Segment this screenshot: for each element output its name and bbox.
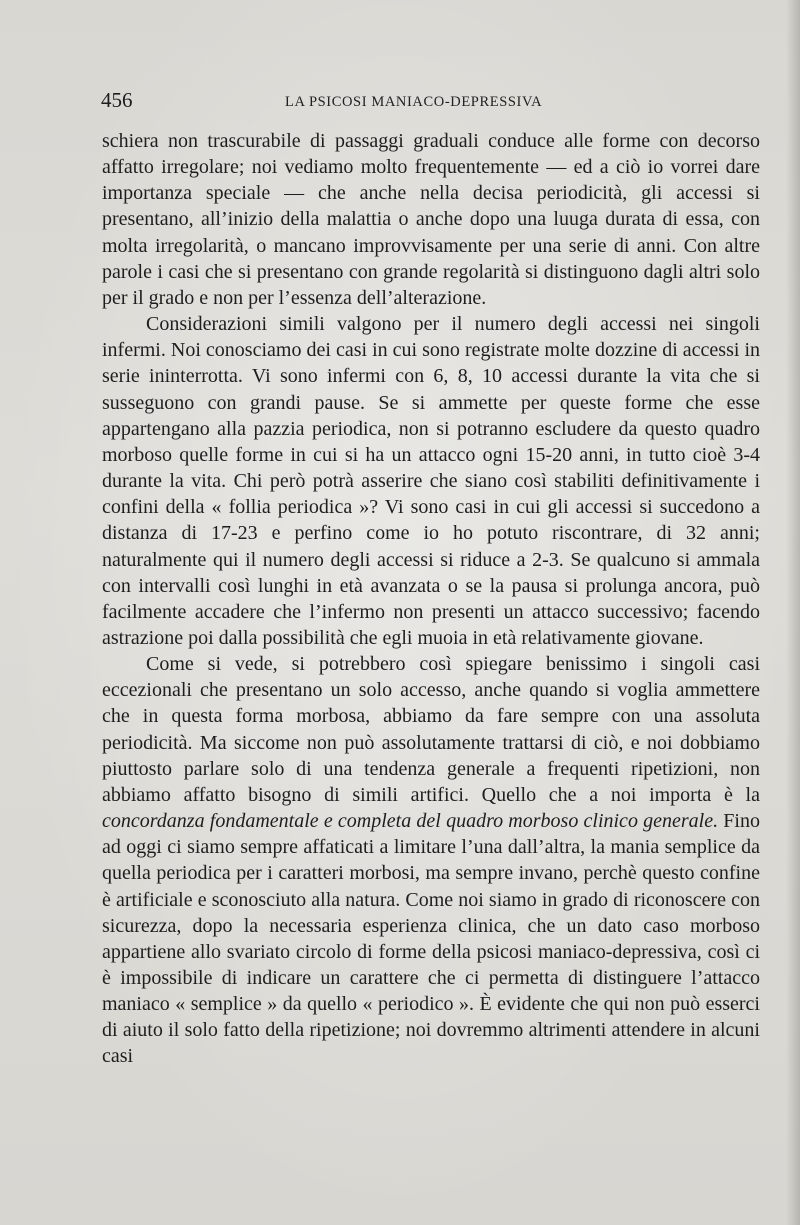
body-text xyxy=(102,128,760,1070)
page-header xyxy=(101,88,761,114)
paragraph-2: Considerazioni simili valgono per il numero degli accessi nei singoli infermi. Noi conosciamo dei casi in cui sono registrate molte dozzine di accessi in serie ininterrotta. Vi sono infermi con 6, 8, 10 accessi durante la vita che si susseguono con grandi pause. Se si ammette per queste forme che esse appartengano alla pazzia periodica, non si potranno escludere da questo quadro morboso quelle forme in cui si ha un attacco ogni 15-20 anni, in tutto cioè 3-4 durante la vita. Chi però potrà asserire che siano così stabiliti definitivamente i confini della « follia periodica »? Vi sono casi in cui gli accessi si succedono a distanza di 17-23 e perfino come io ho potuto riscontrare, di 32 anni; naturalmente qui il numero degli accessi si riduce a 2-3. Se qualcuno si ammala con intervalli così lunghi in età avanzata o se la pausa si prolunga ancora, può facilmente accadere che l’infermo non presenti un attacco successivo; facendo astrazione poi dalla possibilità che egli muoia in età relativamente giovane. xyxy=(102,313,760,649)
paragraph-3-text-after: Fino ad oggi ci siamo sempre affaticati a limitare l’una dall’altra, la mania semplice da quella periodica per i caratteri morbosi, ma sempre invano, perchè questo confine è artificiale e sconosciuto alla natura. Come noi siamo in grado di riconoscere con sicurezza, dopo la necessaria esperienza clinica, che un dato caso morboso appartiene allo svariato circolo di forme della psicosi maniaco-depressiva, così ci è impossibile di indicare un carattere che ci permetta di distinguere l’attacco maniaco « semplice » da quello « periodico ». È evidente che qui non può esserci di aiuto il solo fatto della ripetizione; noi dovremmo altrimenti attendere in alcuni casi xyxy=(102,810,760,1068)
paragraph-3-text-before: Come si vede, si potrebbero così spiegare benissimo i singoli casi eccezionali che presentano un solo accesso, anche quando si voglia ammettere che in questa forma morbosa, abbiamo da fare sempre con una assoluta periodicità. Ma siccome non può assolutamente trattarsi di ciò, e noi dobbiamo piuttosto parlare solo di una tendenza generale a frequenti ripetizioni, non abbiamo affatto bisogno di simili artifici. Quello che a noi importa è la xyxy=(102,653,760,806)
paragraph-3-emphasis: concordanza fondamentale e completa del quadro morboso clinico generale. xyxy=(102,810,719,833)
paragraph-3 xyxy=(102,651,760,1070)
running-title: LA PSICOSI MANIACO-DEPRESSIVA xyxy=(285,94,543,110)
page-number: 456 xyxy=(101,88,133,112)
page-edge-shadow xyxy=(786,0,800,1225)
paragraph-1: schiera non trascurabile di passaggi graduali conduce alle forme con decorso affatto irregolare; noi vediamo molto frequentemente — ed a ciò io vorrei dare importanza speciale — che anche nella decisa periodicità, gli accessi si presentano, all’inizio della malattia o anche dopo una luuga durata di essa, con molta irregolarità, o mancano improvvisamente per una serie di anni. Con altre parole i casi che si presentano con grande regolarità si distinguono dagli altri solo per il grado e non per l’essenza dell’alterazione. xyxy=(102,130,760,309)
